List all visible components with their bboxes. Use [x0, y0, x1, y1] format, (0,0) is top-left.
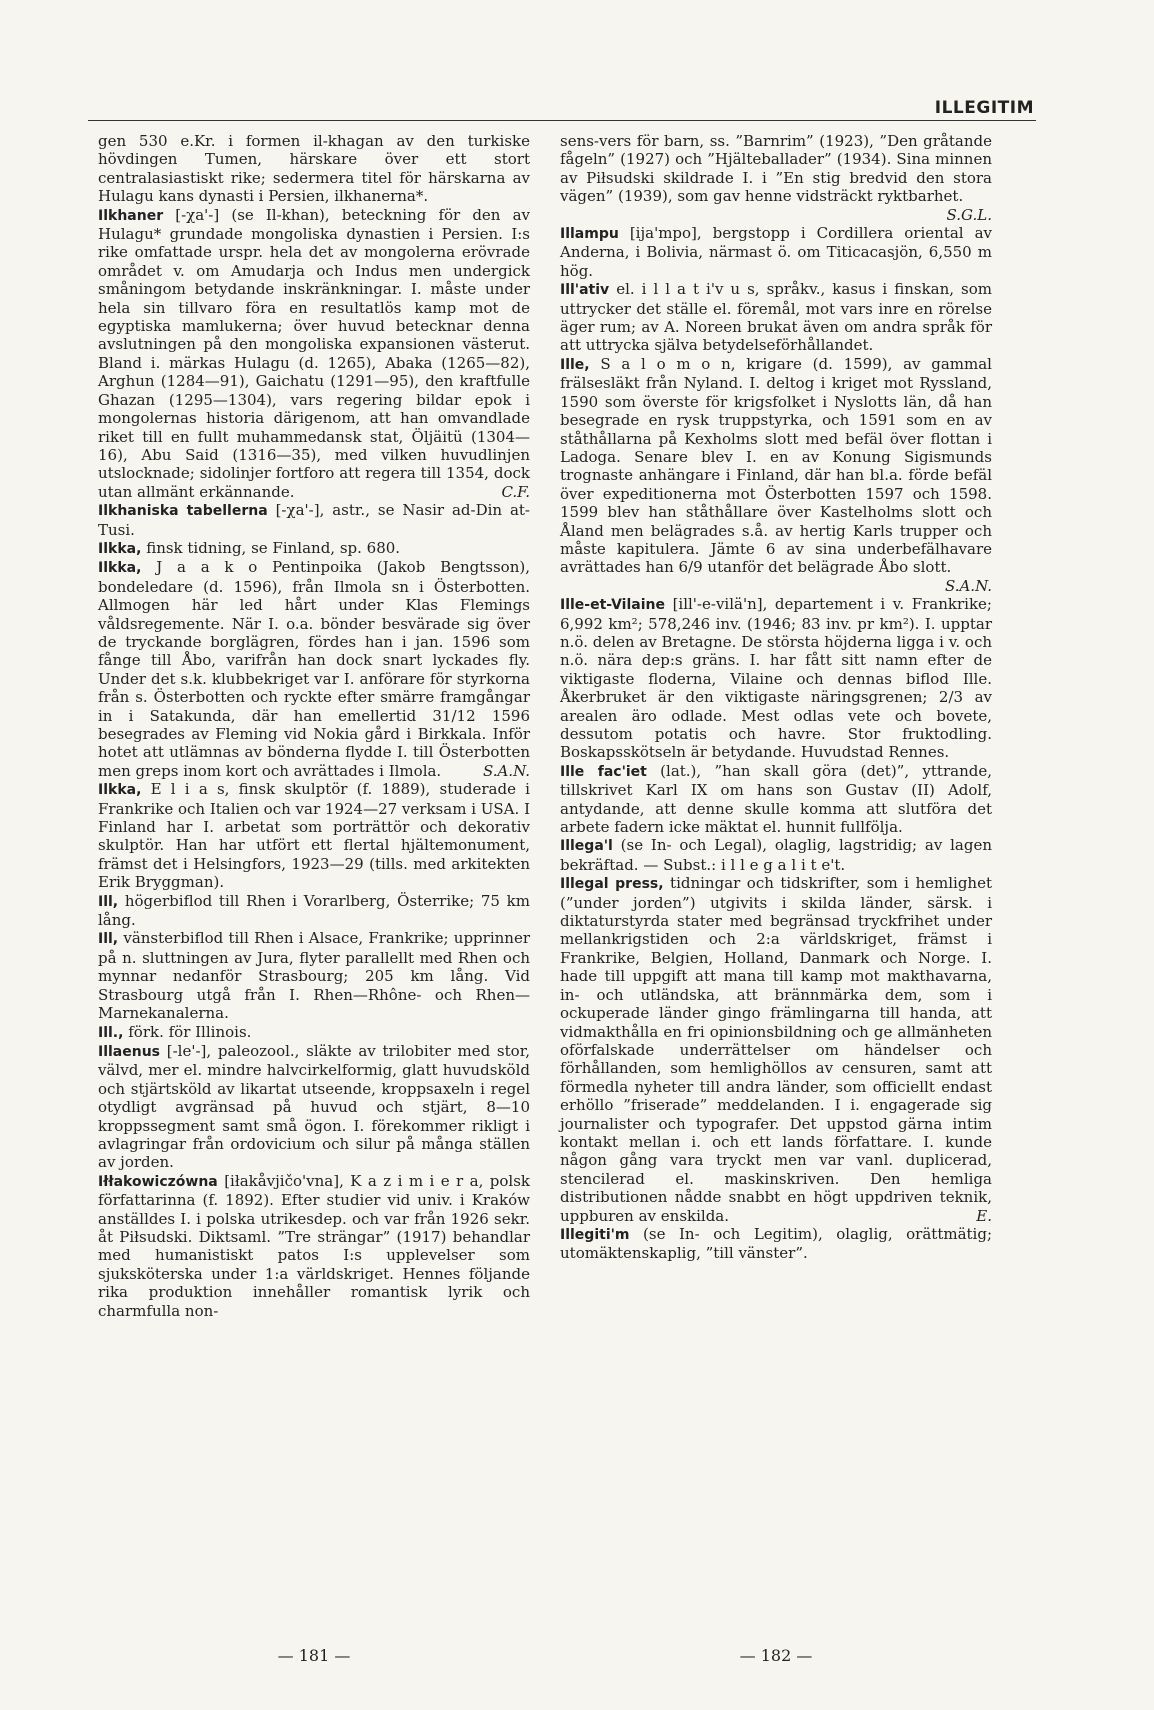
dictionary-entry: [98, 132, 530, 206]
entry-text: högerbiflod till Rhen i Vorarlberg, Österrike; 75 km lång.: [98, 891, 530, 930]
entry-text: [iłakåvjičo'vna], K a z i m i e r a, polsk författarinna (f. 1892). Efter studier vid univ. i Kraków anställdes I. i polska utrikesdep. och var från 1926 sekr. åt Piłsudski. Diktsaml. ”Tre strängar” (1917) behandlar med humanistiskt patos I:s upplevelser som sjuksköterska under 1:a världskriget. Hennes följande rika produktion innehåller romantisk lyrik och charmfulla non-: [98, 1171, 530, 1320]
entry-headword: Ill'ativ: [560, 282, 610, 299]
dictionary-entry: [98, 892, 530, 930]
dictionary-entry: [560, 224, 992, 280]
entry-headword: Ille,: [560, 356, 590, 373]
author-signature: S.G.L.: [946, 205, 992, 224]
entry-text: (se In- och Legitim), olaglig, orättmätig; utomäktenskaplig, ”till vänster”.: [560, 1224, 992, 1263]
entry-headword: Ilkhaner: [98, 207, 164, 224]
dictionary-entry: [98, 206, 530, 502]
author-signature: S.A.N.: [944, 576, 992, 595]
entry-text: vänsterbiflod till Rhen i Alsace, Frankrike; upprinner på n. sluttningen av Jura, flyter parallellt med Rhen och mynnar nedanför Strasbourg; 205 km lång. Vid Strasbourg utgå från I. Rhen—Rhône- och Rhen—Marnekanalerna.: [98, 929, 530, 1023]
entry-text: sens-vers för barn, ss. ”Barnrim” (1923), ”Den gråtande fågeln” (1927) och ”Hjälteballader” (1934). Sina minnen av Piłsudski skildrade I. i ”En stig bredvid den stora vägen” (1939), som gav henne vidsträckt ryktbarhet.: [560, 132, 992, 206]
left-column: [98, 132, 530, 1320]
entry-text: E l i a s, finsk skulptör (f. 1889), studerade i Frankrike och Italien och var 1924—27 verksam i USA. I Finland har I. arbetat som porträttör och dekorativ skulptör. Han har utfört ett flertal hjältemonument, främst det i Helsingfors, 1923—29 (tills. med arkitekten Erik Bryggman).: [98, 780, 530, 892]
entry-text: J a a k o Pentinpoika (Jakob Bengtsson), bondeledare (d. 1596), från Ilmola sn i Österbotten. Allmogen här led hårt under Klas Flemings våldsregemente. När I. o.a. bönder besvärade sig över de tryckande borglägren, fördes han i jan. 1596 som fånge till Åbo, varifrån han dock snart lyckades fly. Under det s.k. klubbekriget var I. anförare för styrkorna från s. Österbotten och ryckte efter smärre framgångar in i Satakunda, där han emellertid 31/12 1596 besegrades av Fleming vid Nokia gård i Birkkala. Inför hotet att utlämnas av bönderna flydde I. till Österbotten men greps inom kort och avrättades i Ilmola.: [98, 558, 530, 780]
entry-headword: Ilkka,: [98, 782, 142, 799]
entry-headword: Illegal press,: [560, 876, 664, 893]
entry-headword: Iłłakowiczówna: [98, 1173, 218, 1190]
author-signature: C.F.: [501, 482, 530, 501]
entry-text: (lat.), ”han skall göra (det)”, yttrande, tillskrivet Karl IX om hans son Gustav (II) Adolf, antydande, att denne skulle komma att slutföra det arbete fadern icke mäktat el. hunnit fullfölja.: [560, 761, 992, 837]
entry-text: finsk tidning, se Finland, sp. 680.: [146, 538, 401, 557]
entry-headword: Ilkka,: [98, 540, 142, 557]
entry-headword: Illampu: [560, 226, 619, 243]
entry-text: el. i l l a t i'v u s, språkv., kasus i finskan, som uttrycker det ställe el. föremål, mot vars inre en rörelse äger rum; av A. Noreen brukat även om andra språk för att uttrycka själva betydelseförhållandet.: [560, 280, 992, 355]
dictionary-entry: [98, 929, 530, 1022]
entry-text: tidningar och tidskrifter, som i hemlighet (”under jorden”) utgivits i skilda länder, särsk. i diktaturstyrda stater med begränsad tryckfrihet under mellankrigstiden och 2:a världskriget, främst i Frankrike, Belgien, Holland, Danmark och Norge. I. hade till uppgift att mana till kamp mot makthavarna, in- och utländska, att brännmärka dem, som i ockuperade länder gingo främlingarna till handa, att vidmakthålla en fri opinionsbildning och ge allmänheten oförfalskade underrättelser om händelser och förhållanden, som hemlighöllos av censuren, samt att förmedla nyheter till andra länder, som officiellt endast erhöllo ”friserade” meddelanden. I i. engagerade sig journalister och typografer. Det uppstod gärna intim kontakt mellan i. och ett lands författare. I. kunde någon gång vara tryckt men var vanl. duplicerad, stencilerad el. maskinskriven. Den hemliga distributionen nådde snabbt en högt uppdriven teknik, uppburen av enskilda.: [560, 874, 992, 1225]
dictionary-entry: [98, 1023, 530, 1042]
dictionary-entry: [560, 355, 992, 595]
entry-text: [ija'mpo], bergstopp i Cordillera oriental av Anderna, i Bolivia, närmast ö. om Titicacasjön, 6,550 m hög.: [560, 224, 992, 280]
dictionary-entry: [560, 836, 992, 874]
entry-text: [ill'-e-vilä'n], departement i v. Frankrike; 6,992 km²; 578,246 inv. (1946; 83 inv. pr km²). I. upptar n.ö. delen av Bretagne. De största höjderna ligga i v. och n.ö. nära dep:s gräns. I. har fått sitt namn efter de viktigaste floderna, Vilaine och dennas biflod Ille. Åkerbruket är den viktigaste näringsgrenen; 2/3 av arealen äro odlade. Mest odlas vete och bovete, dessutom potatis och havre. Stor fruktodling. Boskapsskötseln är betydande. Huvudstad Rennes.: [560, 595, 993, 762]
dictionary-entry: [98, 558, 530, 780]
header-rule: [88, 120, 1036, 121]
entry-text: gen 530 e.Kr. i formen il-khagan av den turkiske hövdingen Tumen, härskare över ett stort centralasiastiskt rike; sedermera titel för härskarna av Hulagu kans dynasti i Persien, ilkhanerna*.: [98, 132, 530, 206]
entry-headword: Ille-et-Vilaine: [560, 597, 665, 614]
running-head: ILLEGITIM: [934, 98, 1034, 118]
author-signature: E.: [976, 1206, 992, 1225]
dictionary-entry: [98, 1172, 530, 1320]
entry-headword: Ille fac'iet: [560, 763, 647, 780]
dictionary-entry: [98, 539, 530, 558]
entry-headword: Ill.,: [98, 1024, 124, 1041]
entry-headword: Illaenus: [98, 1043, 161, 1060]
dictionary-entry: [560, 132, 992, 224]
entry-text: [-le'-], paleozool., släkte av trilobiter med stor, välvd, mer el. mindre halvcirkelformig, glatt huvudsköld och stjärtsköld av likartat utseende, kroppsaxeln i regel otydligt avgränsad på huvud och stjärt, 8—10 kroppssegment samt små ögon. I. förekommer rikligt i avlagringar från ordovicium och silur på många ställen av jorden.: [98, 1041, 530, 1172]
dictionary-entry: [560, 762, 992, 837]
right-column: [560, 132, 992, 1263]
entry-text: förk. för Illinois.: [128, 1022, 252, 1041]
entry-headword: Ilkka,: [98, 560, 142, 577]
dictionary-entry: [98, 1042, 530, 1172]
entry-headword: Illega'l: [560, 838, 613, 855]
entry-text: [-χa'-], astr., se Nasir ad-Din at-Tusi.: [98, 501, 531, 539]
entry-headword: Ill,: [98, 893, 119, 910]
dictionary-entry: [98, 780, 530, 891]
entry-text: (se In- och Legal), olaglig, lagstridig; av lagen bekräftad. — Subst.: i l l e g a l i t e't.: [560, 836, 992, 874]
dictionary-entry: [560, 595, 992, 762]
entry-text: S a l o m o n, krigare (d. 1599), av gammal frälsesläkt från Nyland. I. deltog i kriget mot Ryssland, 1590 som överste för krigsfolket i Nyslotts län, då han besegrade en rysk truppstyrka, och 1591 som en av ståthållarna på Kexholms slott med befäl över flottan i Ladoga. Senare blev I. en av Konung Sigismunds trognaste anhängare i Finland, där han bl.a. förde befäl över expeditionerna mot Österbotten 1597 och 1598. 1599 blev han ståthållare över Kastelholms slott och Åland men belägrades s.å. av hertig Karls trupper och måste kapitulera. Jämte 6 av sina underbefälhavare avrättades han 6/9 utanför det belägrade Åbo slott.: [560, 354, 992, 577]
dictionary-entry: [560, 280, 992, 355]
entry-headword: Illegiti'm: [560, 1226, 630, 1243]
author-signature: S.A.N.: [482, 761, 530, 780]
entry-headword: Ill,: [98, 931, 119, 948]
dictionary-entry: [560, 1225, 992, 1263]
page-number-left: — 181 —: [277, 1646, 351, 1665]
page-number-right: — 182 —: [739, 1646, 813, 1665]
entry-headword: Ilkhaniska tabellerna: [98, 503, 268, 520]
dictionary-entry: [560, 874, 992, 1225]
dictionary-entry: [98, 501, 530, 539]
entry-text: [-χa'-] (se Il-khan), beteckning för den av Hulagu* grundade mongoliska dynastien i Persien. I:s rike omfattade urspr. hela det av mongolerna erövrade området v. om Amudarja och Indus men undergick småningom betydande inskränkningar. I. måste under hela sin tillvaro föra en resultatlös kamp mot de egyptiska mamlukerna; över huvud betecknar denna avslutningen på den mongoliska expansionen västerut. Bland i. märkas Hulagu (d. 1265), Abaka (1265—82), Arghun (1284—91), Gaichatu (1291—95), den kraftfulle Ghazan (1295—1304), vars regering bildar epok i mongolernas historia därigenom, att han omvandlade riket till en fullt muhammedansk stat, Öljäitü (1304—16), Abu Said (1316—35), med vilken huvudlinjen utslocknade; sidolinjer fortforo att regera till 1354, dock utan allmänt erkännande.: [98, 205, 530, 501]
